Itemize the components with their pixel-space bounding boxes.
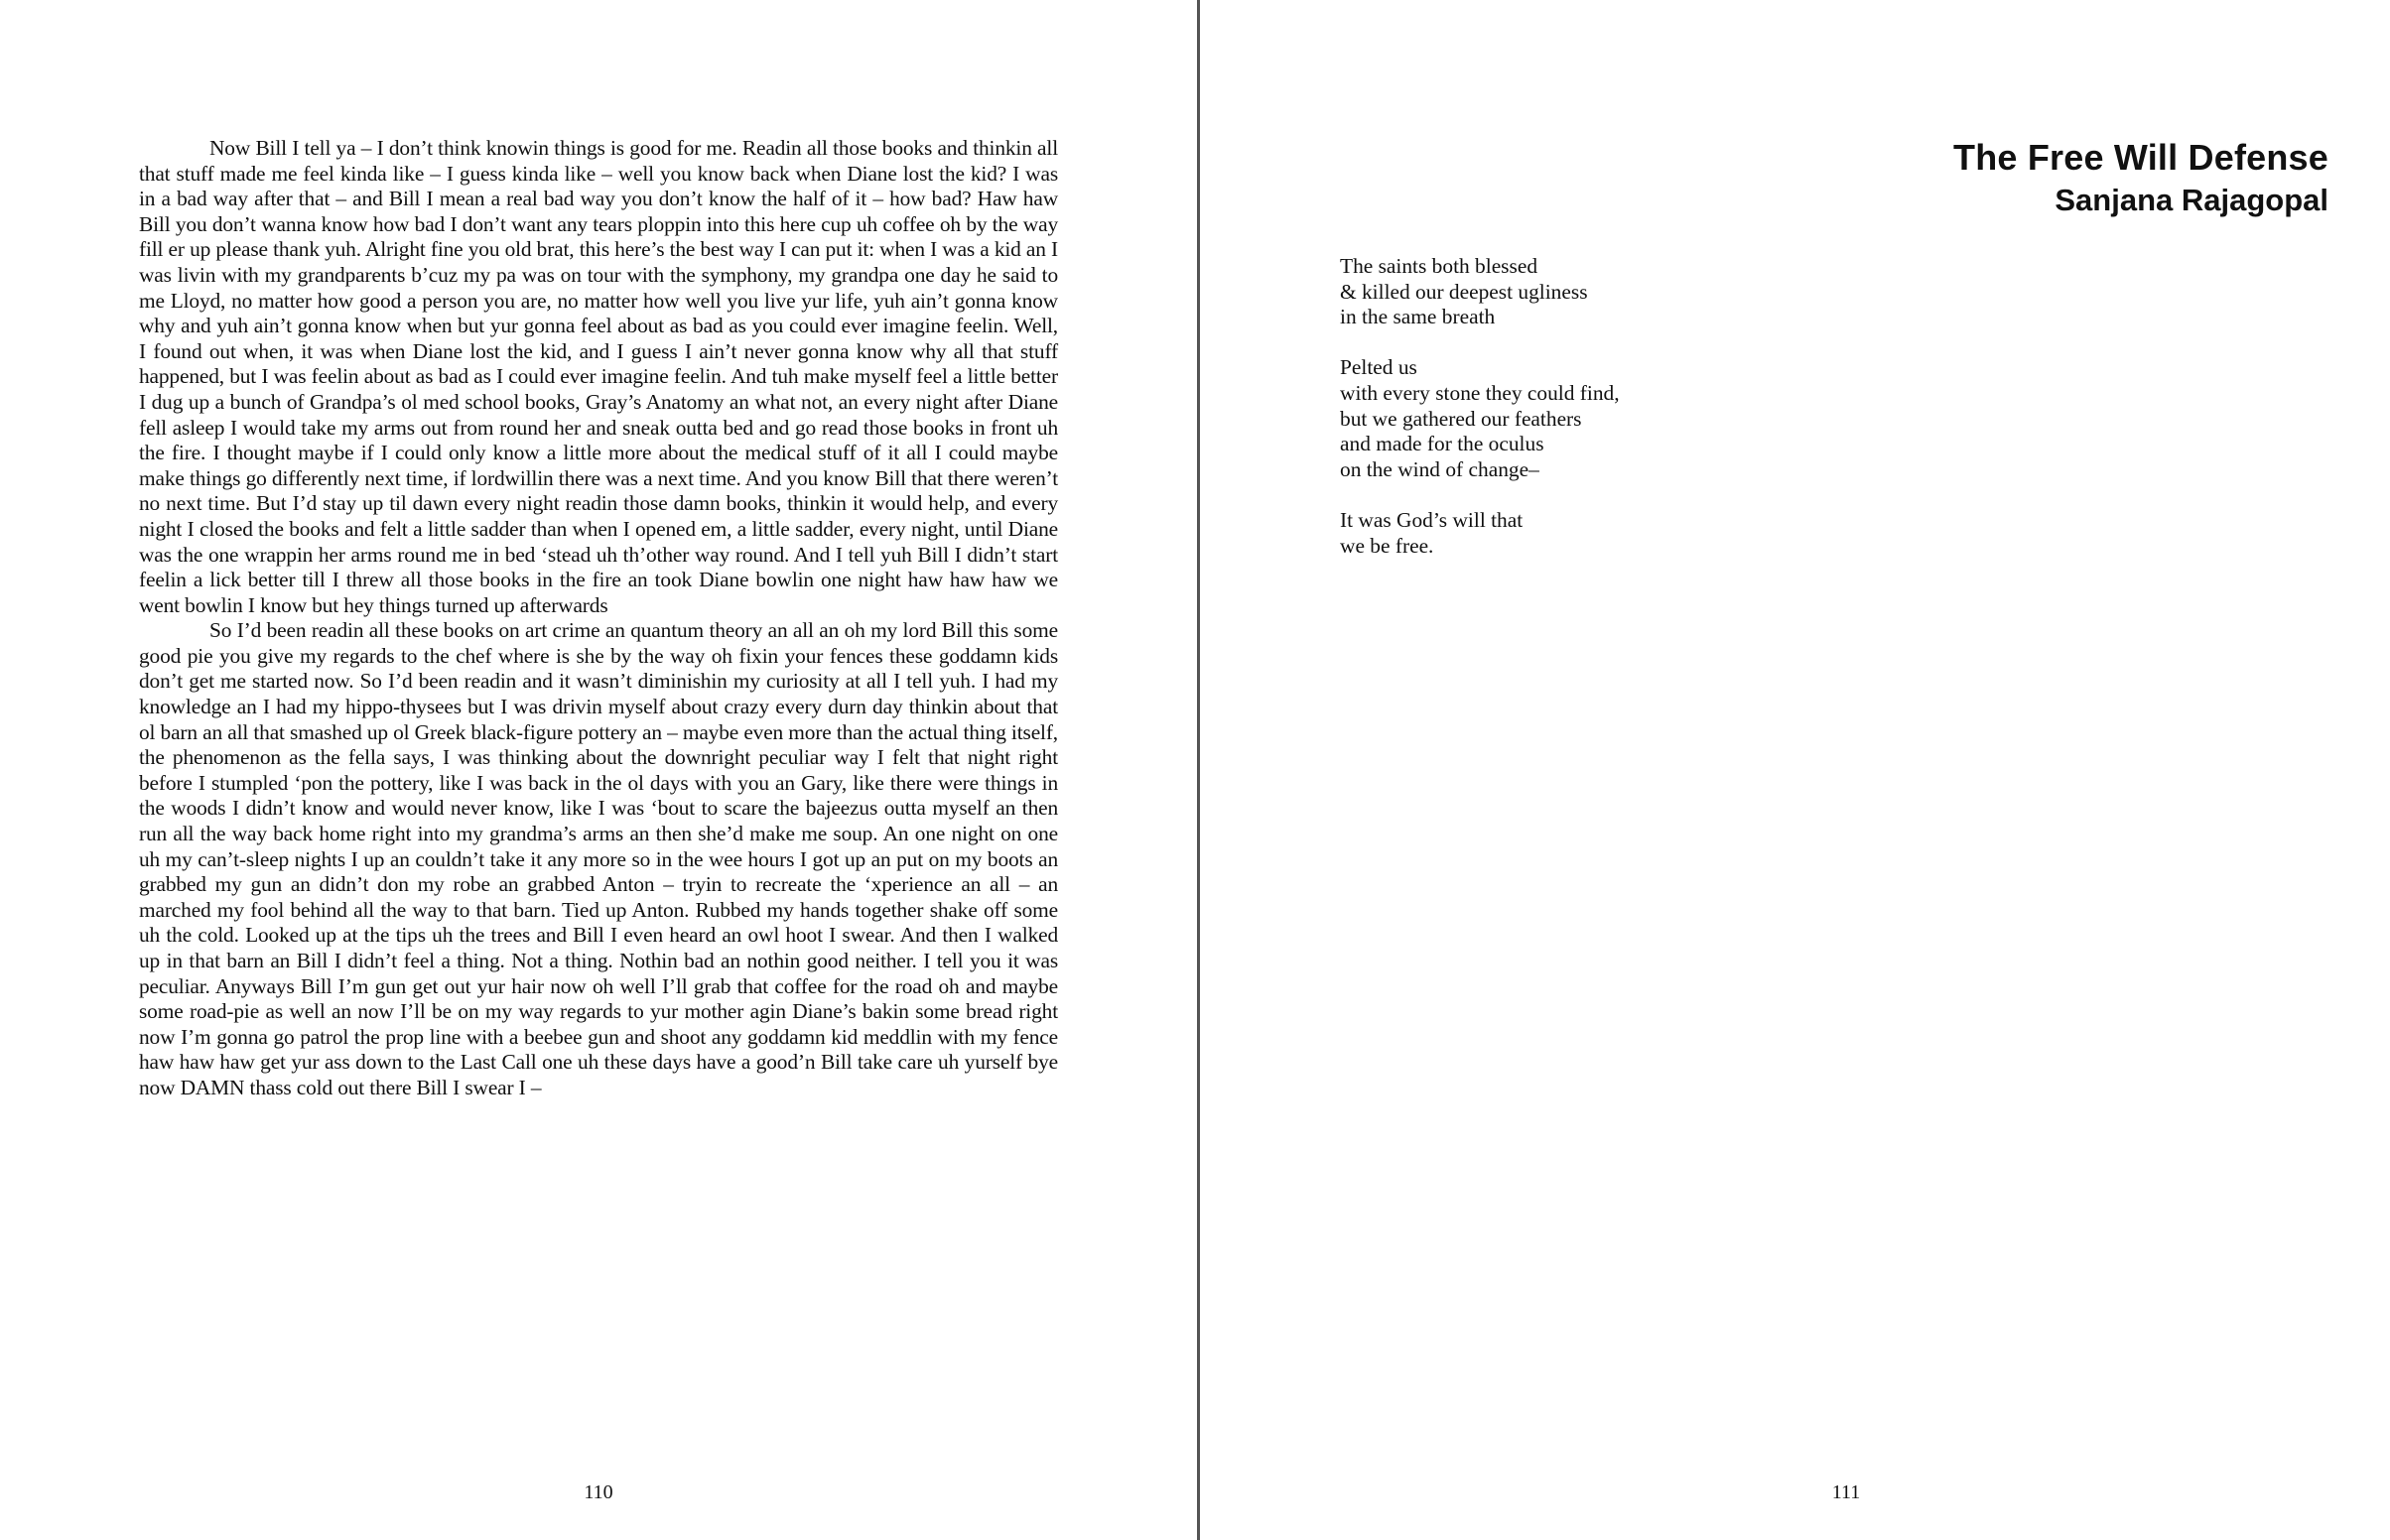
poem-stanza-1 <box>1340 254 1935 330</box>
page-gutter-divider <box>1197 0 1200 1540</box>
poem-line: and made for the oculus <box>1340 432 1544 456</box>
poem-author: Sanjana Rajagopal <box>2055 183 2328 217</box>
right-page <box>1201 0 2390 1540</box>
prose-paragraph-2: So I’d been readin all these books on art crime an quantum theory an all an oh my lord Bill this some good pie you give my regards to the chef where is she by the way oh fixin your fences these goddamn kids don’t get me started now. So I’d been readin and it wasn’t diminishin my curiosity at all I tell yuh. I had my knowledge an I had my hippo-thysees but I was drivin myself about crazy every durn day thinkin about that ol barn an all that smashed up ol Greek black-figure pottery an – maybe even more than the actual thing itself, the phenomenon as the fella says, I was thinking about the downright peculiar way I felt that night right before I stumpled ‘pon the pottery, like I was back in the ol days with you an Gary, like there were things in the woods I didn’t know and would never know, like I was ‘bout to scare the bajeezus outta myself an then run all the way back home right into my grandma’s arms an then she’d make me soup. An one night on one uh my can’t-sleep nights I up an couldn’t take it any more so in the wee hours I got up an put on my boots an grabbed my gun an didn’t don my robe an grabbed Anton – tryin to recreate the ‘xperience an all – an marched my fool behind all the way to that barn. Tied up Anton. Rubbed my hands together shake off some uh the cold. Looked up at the tips uh the trees and Bill I even heard an owl hoot I swear. And then I walked up in that barn an Bill I didn’t feel a thing. Not a thing. Nothin bad an nothin good neither. I tell you it was peculiar. Anyways Bill I’m gun get out yur hair now oh well I’ll grab that coffee for the road oh and maybe some road-pie as well an now I’ll be on my way regards to yur mother agin Diane’s bakin some bread right now I’m gonna go patrol the prop line with a beebee gun and shoot any goddamn kid meddlin with my fence haw haw haw get yur ass down to the Last Call one uh these days have a good’n Bill take care uh yurself bye now DAMN thass cold out there Bill I swear I – <box>139 618 1059 1099</box>
page-number-right: 111 <box>1831 1481 1861 1503</box>
poem-line: & killed our deepest ugliness <box>1340 279 1588 304</box>
poem-line: Pelted us <box>1340 355 1417 380</box>
poem-heading <box>1953 135 2328 220</box>
poem-line: we be free. <box>1340 533 1434 558</box>
poem-line: in the same breath <box>1340 305 1496 329</box>
poem-line: but we gathered our feathers <box>1340 406 1582 431</box>
poem-title: The Free Will Defense <box>1953 137 2328 178</box>
poem-stanza-2 <box>1340 355 1935 482</box>
poem-line: The saints both blessed <box>1340 254 1538 278</box>
prose-text <box>139 136 1058 1101</box>
page-number-left: 110 <box>584 1481 613 1503</box>
poem-stanza-3 <box>1340 508 1935 559</box>
poem-line: with every stone they could find, <box>1340 380 1620 405</box>
poem-line: It was God’s will that <box>1340 507 1524 532</box>
poem-line: on the wind of change– <box>1340 456 1539 481</box>
prose-paragraph-1: Now Bill I tell ya – I don’t think knowin things is good for me. Readin all those books and thinkin all that stuff made me feel kinda like – I guess kinda like – well you know back when Diane lost the kid? I was in a bad way after that – and Bill I mean a real bad way you don’t know the half of it – how bad? Haw haw Bill you don’t wanna know how bad I don’t want any tears ploppin into this here cup uh coffee oh by the way fill er up please thank yuh. Alright fine you old brat, this here’s the best way I can put it: when I was a kid an I was livin with my grandparents b’cuz my pa was on tour with the symphony, my grandpa one day he said to me Lloyd, no matter how good a person you are, no matter how well you live yur life, yuh ain’t gonna know why and yuh ain’t gonna know when but yur gonna feel about as bad as you could ever imagine feelin. Well, I found out when, it was when Diane lost the kid, and I guess I ain’t never gonna know why all that stuff happened, but I was feelin about as bad as I could ever imagine feelin. And tuh make myself feel a little better I dug up a bunch of Grandpa’s ol med school books, Gray’s Anatomy an what not, an every night after Diane fell asleep I would take my arms out from round her and sneak outta bed and go read those books in front uh the fire. I thought maybe if I could only know a little more about the medical stuff of it all I could maybe make things go differently next time, if lordwillin there was a next time. And you know Bill that there weren’t no next time. But I’d stay up til dawn every night readin those damn books, thinkin it would help, and every night I closed the books and felt a little sadder than when I opened em, a little sadder, every night, until Diane was the one wrappin her arms round me in bed ‘stead uh th’other way round. And I tell yuh Bill I didn’t start feelin a lick better till I threw all those books in the fire an took Diane bowlin one night haw haw haw we went bowlin I know but hey things turned up afterwards <box>139 136 1058 617</box>
poem-body <box>1340 254 1935 559</box>
